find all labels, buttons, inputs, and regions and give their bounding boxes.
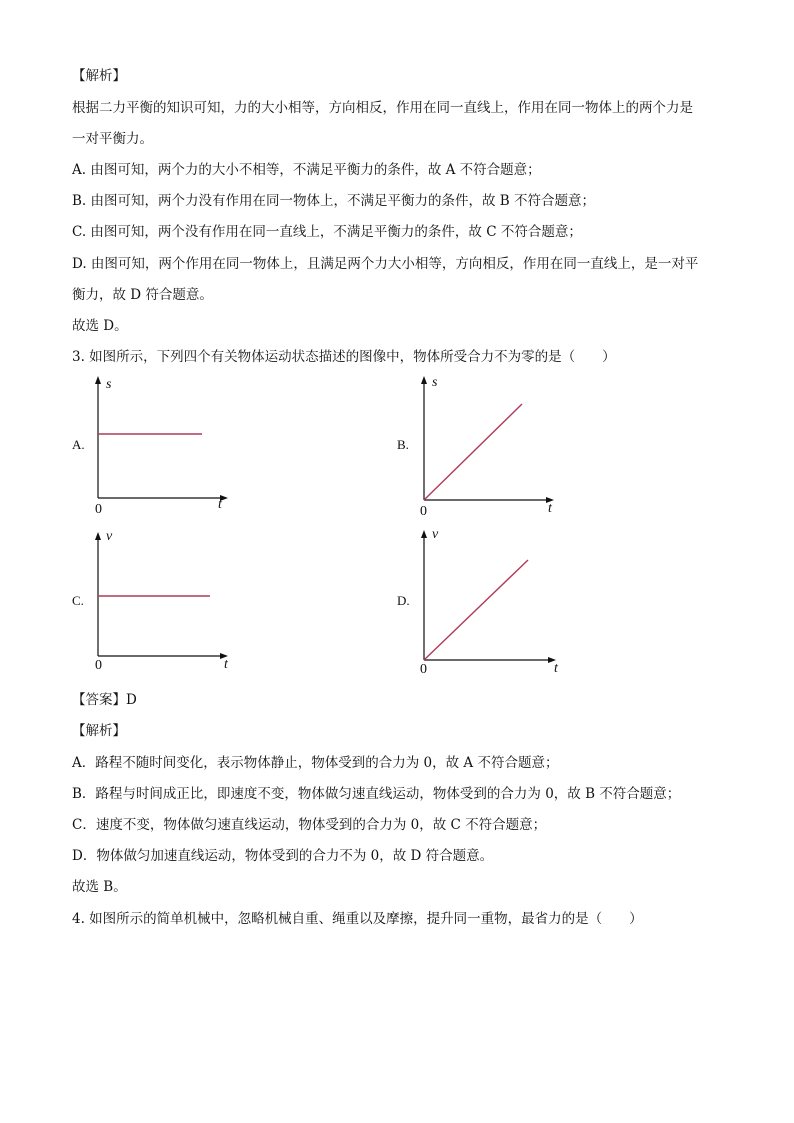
analysis-choice: 故选 D。 bbox=[72, 318, 128, 334]
analysis-2-choice: 故选 B。 bbox=[72, 879, 127, 895]
question-4-text: 4. 如图所示的简单机械中，忽略机械自重、绳重以及摩擦，提升同一重物，最省力的是（ ） bbox=[72, 911, 643, 927]
analysis-option-c: C. 由图可知，两个没有作用在同一直线上，不满足平衡力的条件，故 C 不符合题意； bbox=[72, 224, 582, 240]
y-axis-arrow bbox=[95, 376, 101, 384]
y-axis-arrow bbox=[421, 530, 427, 538]
analysis-paragraph: 根据二力平衡的知识可知，力的大小相等，方向相反，作用在同一直线上，作用在同一物体上的两个力是 bbox=[72, 100, 693, 116]
graph-b bbox=[410, 370, 570, 520]
analysis-2-option-a: A．路程不随时间变化，表示物体静止，物体受到的合力为 0，故 A 不符合题意； bbox=[72, 755, 559, 771]
origin-label: 0 bbox=[95, 658, 102, 673]
analysis-heading-2: 【解析】 bbox=[72, 723, 126, 739]
analysis-2-option-c: C．速度不变，物体做匀速直线运动，物体受到的合力为 0，故 C 不符合题意； bbox=[72, 817, 547, 833]
option-b-label: B. bbox=[397, 437, 409, 452]
question-3-text: 3. 如图所示，下列四个有关物体运动状态描述的图像中，物体所受合力不为零的是（ ） bbox=[72, 349, 616, 365]
graph-d bbox=[410, 524, 570, 674]
analysis-2-option-d: D．物体做匀加速直线运动，物体受到的合力不为 0，故 D 符合题意。 bbox=[72, 848, 494, 864]
graph-c bbox=[84, 526, 244, 676]
y-axis-label: s bbox=[106, 377, 112, 392]
y-axis-arrow bbox=[421, 376, 427, 384]
analysis-heading: 【解析】 bbox=[72, 68, 126, 84]
x-axis-label: t bbox=[224, 657, 228, 672]
analysis-paragraph-cont: 一对平衡力。 bbox=[72, 131, 153, 147]
origin-label: 0 bbox=[420, 662, 427, 674]
analysis-option-d-cont: 衡力，故 D 符合题意。 bbox=[72, 287, 213, 303]
analysis-option-b: B. 由图可知，两个力没有作用在同一物体上，不满足平衡力的条件，故 B 不符合题意； bbox=[72, 193, 596, 209]
graph-line bbox=[424, 404, 522, 500]
analysis-2-option-b: B．路程与时间成正比，即速度不变，物体做匀速直线运动，物体受到的合力为 0，故 B 不符合题意； bbox=[72, 786, 681, 802]
analysis-option-a: A. 由图可知，两个力的大小不相等，不满足平衡力的条件，故 A 不符合题意； bbox=[72, 162, 541, 178]
answer-line: 【答案】D bbox=[72, 692, 137, 708]
analysis-option-d: D. 由图可知，两个作用在同一物体上，且满足两个力大小相等，方向相反，作用在同一直线上，是一对平 bbox=[72, 256, 699, 272]
y-axis-arrow bbox=[95, 532, 101, 540]
x-axis-label: t bbox=[554, 661, 558, 674]
option-c-label: C. bbox=[72, 593, 84, 608]
origin-label: 0 bbox=[420, 504, 427, 519]
graph-line bbox=[424, 560, 528, 660]
option-d-label: D. bbox=[397, 593, 410, 608]
y-axis-label: v bbox=[106, 529, 113, 544]
x-axis-label: t bbox=[218, 497, 222, 512]
graph-a bbox=[84, 370, 244, 520]
origin-label: 0 bbox=[95, 502, 102, 517]
y-axis-label: v bbox=[432, 527, 439, 542]
x-axis-label: t bbox=[548, 501, 552, 516]
option-a-label: A. bbox=[72, 437, 85, 452]
y-axis-label: s bbox=[432, 375, 438, 390]
